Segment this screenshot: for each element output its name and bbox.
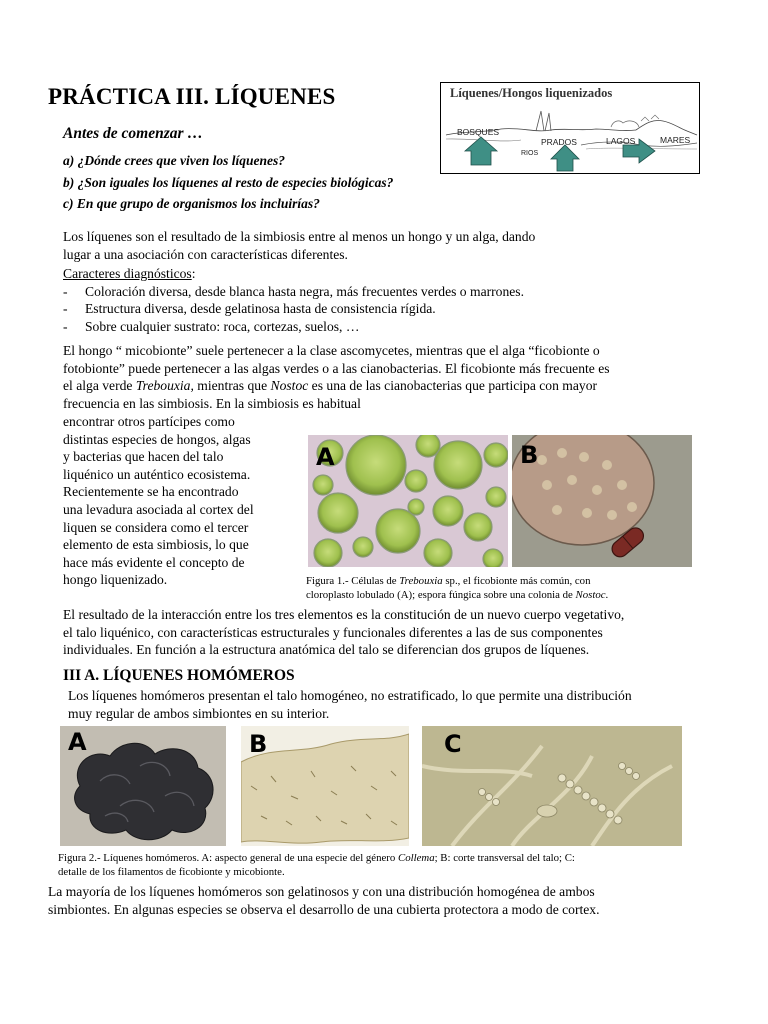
page-title: PRÁCTICA III. LÍQUENES [48,84,336,109]
figure1-photo-trebouxia [308,435,508,567]
text-run: el alga verde [63,378,136,394]
figure2-caption [58,852,748,879]
figure2-label-c: C [444,730,462,758]
paragraph-line: simbiontes. En algunas especies se observa el desarrollo de una cubierta protectora a modo de cortex. [48,901,600,917]
paragraph-line: encontrar otros partícipes como [63,414,235,429]
paragraph-line: y bacterias que hacen del talo [63,449,224,465]
caption-line [306,575,726,589]
paragraph-line [63,377,723,395]
text-run: es una de las cianobacterias que participa con mayor [308,378,598,394]
paragraph-line: Recientemente se ha encontrado [63,484,239,500]
diagram-label-prados: PRADOS [541,137,577,147]
paragraph-line: El resultado de la interacción entre los tres elementos es la constitución de un nuevo cuerpo vegetativo, [63,607,625,622]
intro-heading: Antes de comenzar … [63,125,203,142]
section-heading-homomeros: III A. LÍQUENES HOMÓMEROS [63,667,295,684]
figure2-label-b: B [249,730,268,758]
arrow-icon-prados [551,145,579,171]
caption-line [58,852,748,866]
paragraph-line: individuales. En función a la estructura anatómica del talo se diferencian dos grupos de líquenes. [63,642,590,658]
text-run: Figura 1.- Células de [306,575,400,587]
genus-nostoc: Nostoc [575,588,606,601]
text-run: ; B: corte transversal del talo; C: [434,852,575,864]
text-run: Figura 2.- Líquenes homómeros. A: aspecto general de una especie del género [58,852,398,864]
paragraph-intro-line: Los líquenes son el resultado de la simbiosis entre al menos un hongo y un alga, dando [63,229,536,244]
diagram-title: Líquenes/Hongos liquenizados [450,86,613,100]
figure1-label-a: A [316,443,335,471]
paragraph-line: liquen se considera como el tercer [63,519,249,535]
figure2-photo-section [241,726,409,846]
text-run: mientras que [193,378,271,394]
list-item: - Coloración diversa, desde blanca hasta negra, más frecuentes verdes o marrones. [63,283,663,301]
figure1-label-b: B [520,441,539,469]
figure2-label-a: A [68,728,87,756]
paragraph-line: hace más evidente el concepto de [63,554,245,570]
arrow-icon-bosques [465,137,497,165]
figure2-photo-collema [60,726,226,846]
paragraph-line: fotobionte” puede pertenecer a las algas verdes o a las cianobacterias. El ficobionte más frecuente es [63,360,610,376]
question-b: b) ¿Son iguales los líquenes al resto de especies biológicas? [63,175,394,190]
diagram-label-lagos: LAGOS [606,136,636,146]
paragraph-line: Los líquenes homómeros presentan el talo homogéneo, no estratificado, lo que permite una distribución [68,688,632,703]
figure1-caption [306,575,726,602]
paragraph-line: frecuencia en las simbiosis. En la simbiosis es habitual [63,395,361,411]
paragraph-intro [63,228,535,263]
paragraph-line: distintas especies de hongos, algas [63,431,251,447]
question-c: c) En que grupo de organismos los incluirías? [63,196,320,211]
paragraph-line: una levadura asociada al cortex del [63,501,254,517]
paragraph-gelatinous [48,883,738,918]
paragraph-line: muy regular de ambos simbiontes en su interior. [68,705,330,721]
paragraph-line: liquénico un auténtico ecosistema. [63,466,251,482]
text-run: sp., el ficobionte más común, con [442,575,591,587]
paragraph-thallus [63,606,743,659]
list-item: - Sobre cualquier sustrato: roca, cortezas, suelos, … [63,318,663,336]
paragraph-line: hongo liquenizado. [63,572,168,588]
diagram-label-mares: MARES [660,135,691,145]
diagnostics-heading: Caracteres diagnósticos [63,266,192,281]
figure2-photo-filaments [422,726,682,846]
paragraph-symbiosis [63,342,723,412]
list-item: - Estructura diversa, desde gelatinosa hasta de consistencia rígida. [63,300,663,318]
paragraph-homomeros [68,687,748,722]
caption-line [306,589,726,603]
figure1-photo-nostoc [512,435,692,567]
paragraph-intro-line: lugar a una asociación con características diferentes. [63,246,348,262]
paragraph-narrow [63,413,303,589]
question-a: a) ¿Dónde crees que viven los líquenes? [63,153,285,168]
habitat-diagram [440,82,700,174]
paragraph-line: el talo liquénico, con características estructurales y funcionales diferentes a las de sus componentes [63,624,603,640]
diagnostics-list [63,283,663,336]
trebouxia-cells-image [308,435,508,567]
diagram-label-bosques: BOSQUES [457,127,500,137]
paragraph-line: El hongo “ micobionte” suele pertenecer a la clase ascomycetes, mientras que el alga “ficobionte o [63,343,600,358]
paragraph-line: elemento de esta simbiosis, lo que [63,537,249,553]
diagnostics-block [63,265,663,335]
diagram-label-rios: RIOS [521,150,539,157]
paragraph-line: La mayoría de los líquenes homómeros son gelatinosos y con una distribución homogénea de ambos [48,884,595,899]
text-run: . [605,588,609,601]
genus-trebouxia: Trebouxia, [135,378,194,394]
caption-line: detalle de los filamentos de ficobionte y micobionte. [58,865,285,878]
diagnostics-colon: : [191,266,196,281]
text-run: cloroplasto lobulado (A); espora fúngica sobre una colonia de [306,588,576,601]
genus-collema: Collema [398,852,435,864]
genus-nostoc: Nostoc [270,378,309,394]
nostoc-colony-image [512,435,692,567]
genus-trebouxia: Trebouxia [399,575,443,587]
